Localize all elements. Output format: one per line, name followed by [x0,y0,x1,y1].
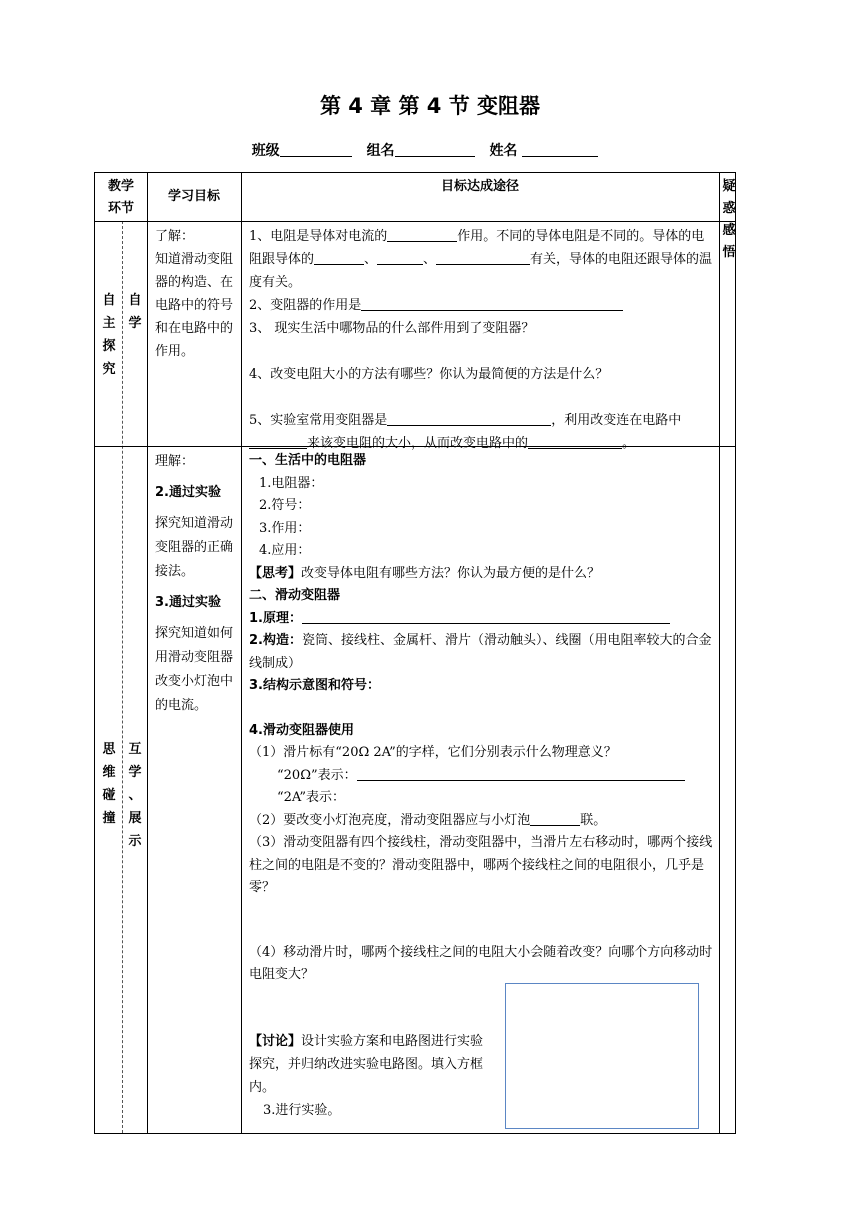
structure-text: 瓷筒、接线柱、金属杆、滑片（滑动触头）、线圈（用电阻率较大的合金线制成） [249,633,712,671]
student-info-line [0,140,860,160]
principle-label: 1.原理： [249,610,302,626]
q5-blank[interactable] [528,434,622,449]
usage-1a-text: “20Ω”表示： [277,767,357,783]
diagram-heading: 3.结构示意图和符号： [249,678,380,693]
usage-1a [249,765,715,788]
mode-label-mutual [125,738,145,853]
q1-text: 、 [364,252,378,267]
think-tag: 【思考】 [249,565,302,581]
discuss-cell [249,1030,493,1122]
usage-4: （4）移动滑片时，哪两个接线柱之间的电阻大小会随着改变？向哪个方向移动时电阻变大？ [249,944,713,982]
resistor-item: 3.作用： [259,520,311,536]
method-cell-1 [249,225,715,455]
q5-text: ，利用改变连在电路中 [551,413,682,428]
stage-label-thinking [99,738,119,830]
q1-blank[interactable] [377,250,423,265]
goal-3-text: 探究知道如何用滑动变阻器改变小灯泡中的电流。 [155,626,234,713]
goal-title: 了解： [155,229,195,244]
col-divider [147,173,148,1133]
usage-1a-blank[interactable] [357,766,685,781]
goal-text: 知道滑动变阻器的构造、在电路中的符号和在电路中的作用。 [155,252,234,359]
mode-text: 互 学 、 展 示 [128,742,142,849]
q5-text: 5、实验室常用变阻器是 [249,413,388,428]
q5-blank[interactable] [387,411,551,426]
usage-heading: 4.滑动变阻器使用 [249,722,354,738]
structure-line [249,630,715,675]
q1-blank[interactable] [436,250,530,265]
resistor-item: 4.应用： [259,543,311,558]
q5-text: 。 [622,436,636,451]
worksheet-table [94,172,736,1134]
header-stage: 教学 环节 [107,179,134,216]
mode-label-self-learn [125,289,145,335]
header-goal: 学习目标 [167,189,220,204]
goal-2: 2.通过实验 [155,485,221,500]
q2-blank[interactable] [361,296,623,311]
name-label: 姓名 [489,143,518,159]
goal-title: 理解： [155,454,195,469]
method-cell-2 [249,450,715,987]
group-label: 组名 [366,143,395,159]
usage-2-text: 联。 [580,812,607,828]
mode-text: 自 学 [128,293,142,331]
name-blank[interactable] [522,142,598,157]
q5-text: 来该变电阻的大小，从而改变电路中的 [307,436,529,451]
stage-text: 自 主 探 究 [102,293,116,377]
question-1 [249,225,715,294]
q1-blank[interactable] [314,250,364,265]
page-title: 第 4 章 第 4 节 变阻器 [319,94,541,118]
q5-blank[interactable] [249,434,307,449]
usage-2 [249,810,715,833]
think-line [249,563,715,586]
col-divider [241,173,242,1133]
usage-1: （1）滑片标有“20Ω 2A”的字样，它们分别表示什么物理意义？ [249,745,617,760]
header-notes [719,176,737,264]
class-blank[interactable] [280,142,352,157]
circuit-diagram-box[interactable] [505,983,699,1129]
usage-3: （3）滑动变阻器有四个接线柱，滑动变阻器中，当滑片左右移动时，哪两个接线柱之间的电阻是不变的？滑动变阻器中，哪两个接线柱之间的电阻很小，几乎是零？ [249,835,713,895]
q1-text: 1、电阻是导体对电流的 [249,229,388,244]
q1-text: 、 [423,252,437,267]
q1-text: 有关，导体的电阻还跟导体的温度有关。 [249,252,713,290]
goal-cell-1 [155,225,239,363]
stage-label-self-study [99,289,119,381]
resistor-item: 1.电阻器： [259,475,324,491]
usage-2-blank[interactable] [530,811,580,826]
discuss-line [249,1030,493,1099]
question-3: 3、 现实生活中哪物品的什么部件用到了变阻器？ [249,321,535,336]
discuss-text: 设计实验方案和电路图进行实验探究，并归纳改进实验电路图。填入方框内。 [249,1034,484,1095]
usage-2-text: （2）要改变小灯泡亮度，滑动变阻器应与小灯泡 [249,812,531,828]
heading-slider: 二、滑动变阻器 [249,588,341,603]
structure-label: 2.构造： [249,633,302,648]
principle-line [249,608,715,631]
group-blank[interactable] [395,142,475,157]
header-divider [95,221,735,222]
discuss-tag: 【讨论】 [249,1034,302,1049]
usage-1b: “2A”表示： [277,790,346,805]
q1-text: 作用。不同的导体电阻是不同的。导体的电阻跟导体的 [249,229,705,267]
q1-blank[interactable] [387,227,457,242]
step-3: 3.进行实验。 [263,1103,341,1118]
question-4: 4、改变电阻大小的方法有哪些？你认为最简便的方法是什么？ [249,367,609,382]
header-notes-text: 疑惑 感悟 [722,179,736,260]
header-method: 目标达成途径 [440,179,519,194]
question-5 [249,409,715,455]
stage-divider [122,221,123,1133]
goal-cell-2 [155,450,239,718]
think-text: 改变导体电阻有哪些方法？你认为最方便的是什么？ [301,565,601,581]
stage-text: 思 维 碰 撞 [102,742,116,826]
principle-blank[interactable] [302,609,670,624]
resistor-item: 2.符号： [259,498,311,513]
goal-2-text: 探究知道滑动变阻器的正确接法。 [155,516,234,579]
col-divider [719,173,720,1133]
q2-text: 2、变阻器的作用是 [249,298,362,313]
question-2 [249,294,715,317]
heading-resistor: 一、生活中的电阻器 [249,453,367,468]
goal-3: 3.通过实验 [155,595,221,610]
class-label: 班级 [251,143,280,159]
